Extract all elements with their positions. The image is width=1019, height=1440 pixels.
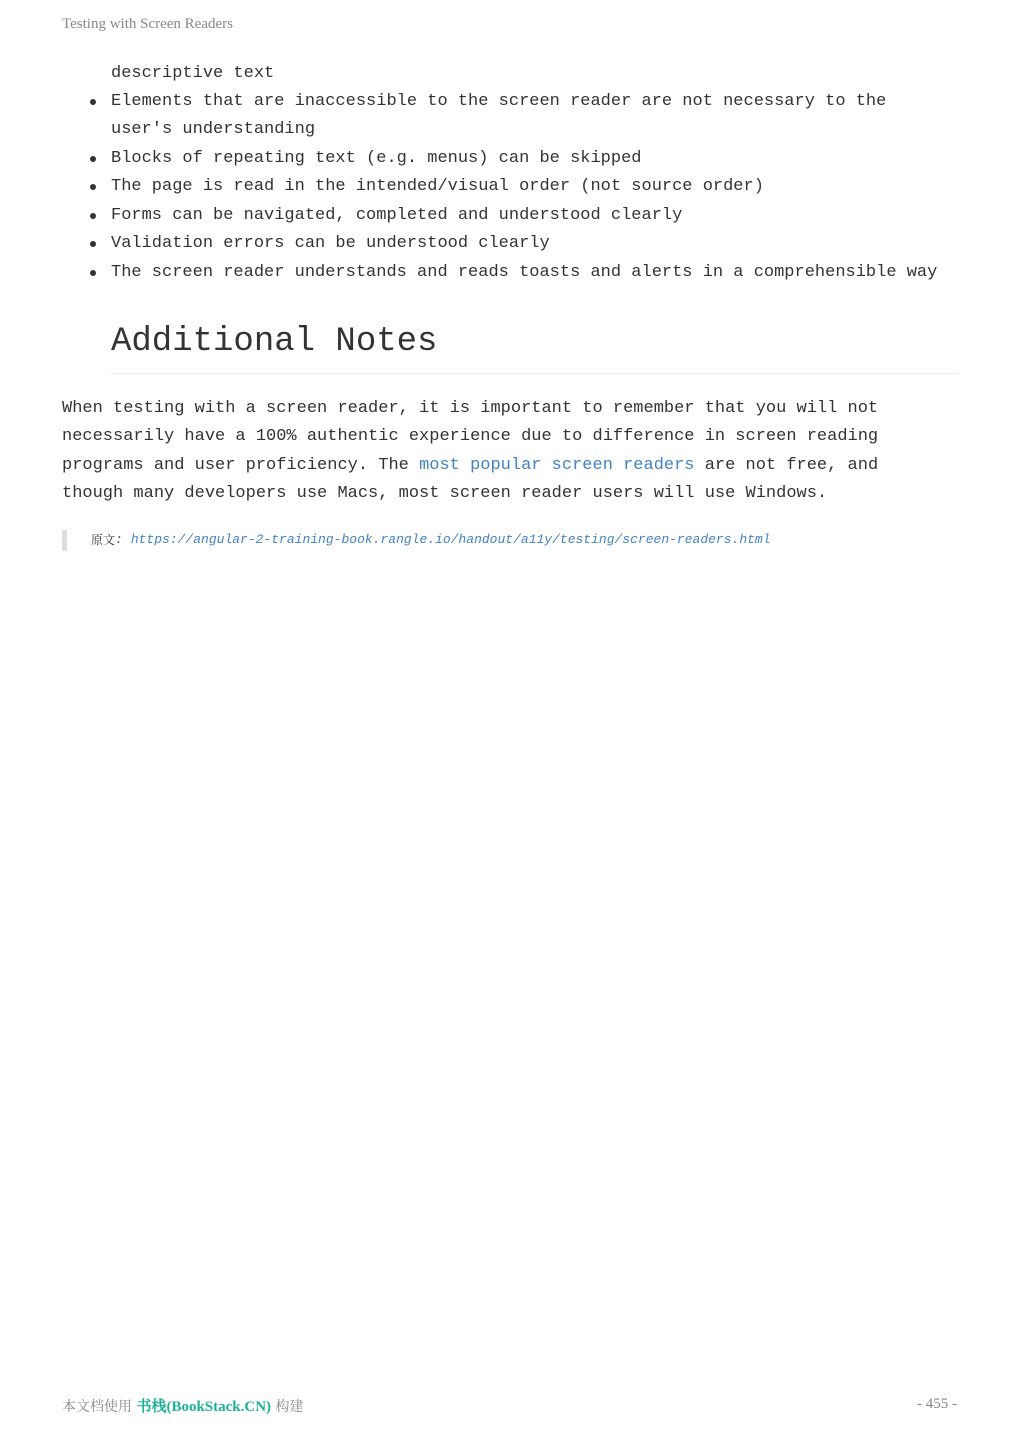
checklist bbox=[62, 88, 957, 287]
list-item-text: Elements that are inaccessible to the screen reader are not necessary to the user's understanding bbox=[111, 92, 887, 139]
list-item bbox=[111, 145, 957, 173]
body-paragraph bbox=[62, 395, 902, 509]
list-item-text: Validation errors can be understood clearly bbox=[111, 234, 550, 253]
bullet-icon bbox=[90, 241, 96, 247]
list-item bbox=[111, 88, 957, 144]
page-number: - 455 - bbox=[917, 1396, 957, 1412]
list-item bbox=[111, 230, 957, 258]
source-blockquote bbox=[62, 530, 957, 551]
bullet-icon bbox=[90, 213, 96, 219]
section-heading: Additional Notes bbox=[111, 320, 957, 374]
bullet-icon bbox=[90, 270, 96, 276]
list-item bbox=[111, 173, 957, 201]
list-item bbox=[111, 259, 957, 287]
screen-readers-link[interactable]: most popular screen readers bbox=[419, 455, 695, 475]
bullet-icon bbox=[90, 156, 96, 162]
footer-credit bbox=[62, 1395, 304, 1416]
footer-prefix: 本文档使用 bbox=[62, 1399, 137, 1415]
list-item-text: The screen reader understands and reads toasts and alerts in a comprehensible way bbox=[111, 262, 938, 282]
bookstack-link[interactable]: 书栈(BookStack.CN) bbox=[136, 1399, 272, 1415]
source-url-link[interactable]: https://angular-2-training-book.rangle.io/handout/a11y/testing/screen-readers.html bbox=[130, 532, 771, 547]
footer-suffix: 构建 bbox=[271, 1399, 304, 1415]
list-item-text: The page is read in the intended/visual order (not source order) bbox=[111, 177, 764, 196]
bullet-icon bbox=[90, 99, 96, 105]
running-header: Testing with Screen Readers bbox=[62, 16, 233, 32]
list-item-text: Forms can be navigated, completed and understood clearly bbox=[111, 205, 683, 225]
source-label: 原文 bbox=[91, 533, 116, 547]
paragraph-text-before-link: When testing with a screen reader, it is important to remember that you will not necessarily have a 100% authentic experience due to difference in screen reading programs and user proficiency. The bbox=[62, 398, 879, 475]
source-colon: : bbox=[115, 532, 123, 547]
list-item-continuation: descriptive text bbox=[111, 64, 275, 83]
paragraph-text-after-link: are not free, and though many developers use Macs, most screen reader users will use Windows. bbox=[62, 455, 879, 503]
list-item bbox=[111, 202, 957, 230]
list-item-text: Blocks of repeating text (e.g. menus) can be skipped bbox=[111, 148, 642, 168]
bullet-icon bbox=[90, 184, 96, 190]
page-content bbox=[62, 60, 957, 551]
